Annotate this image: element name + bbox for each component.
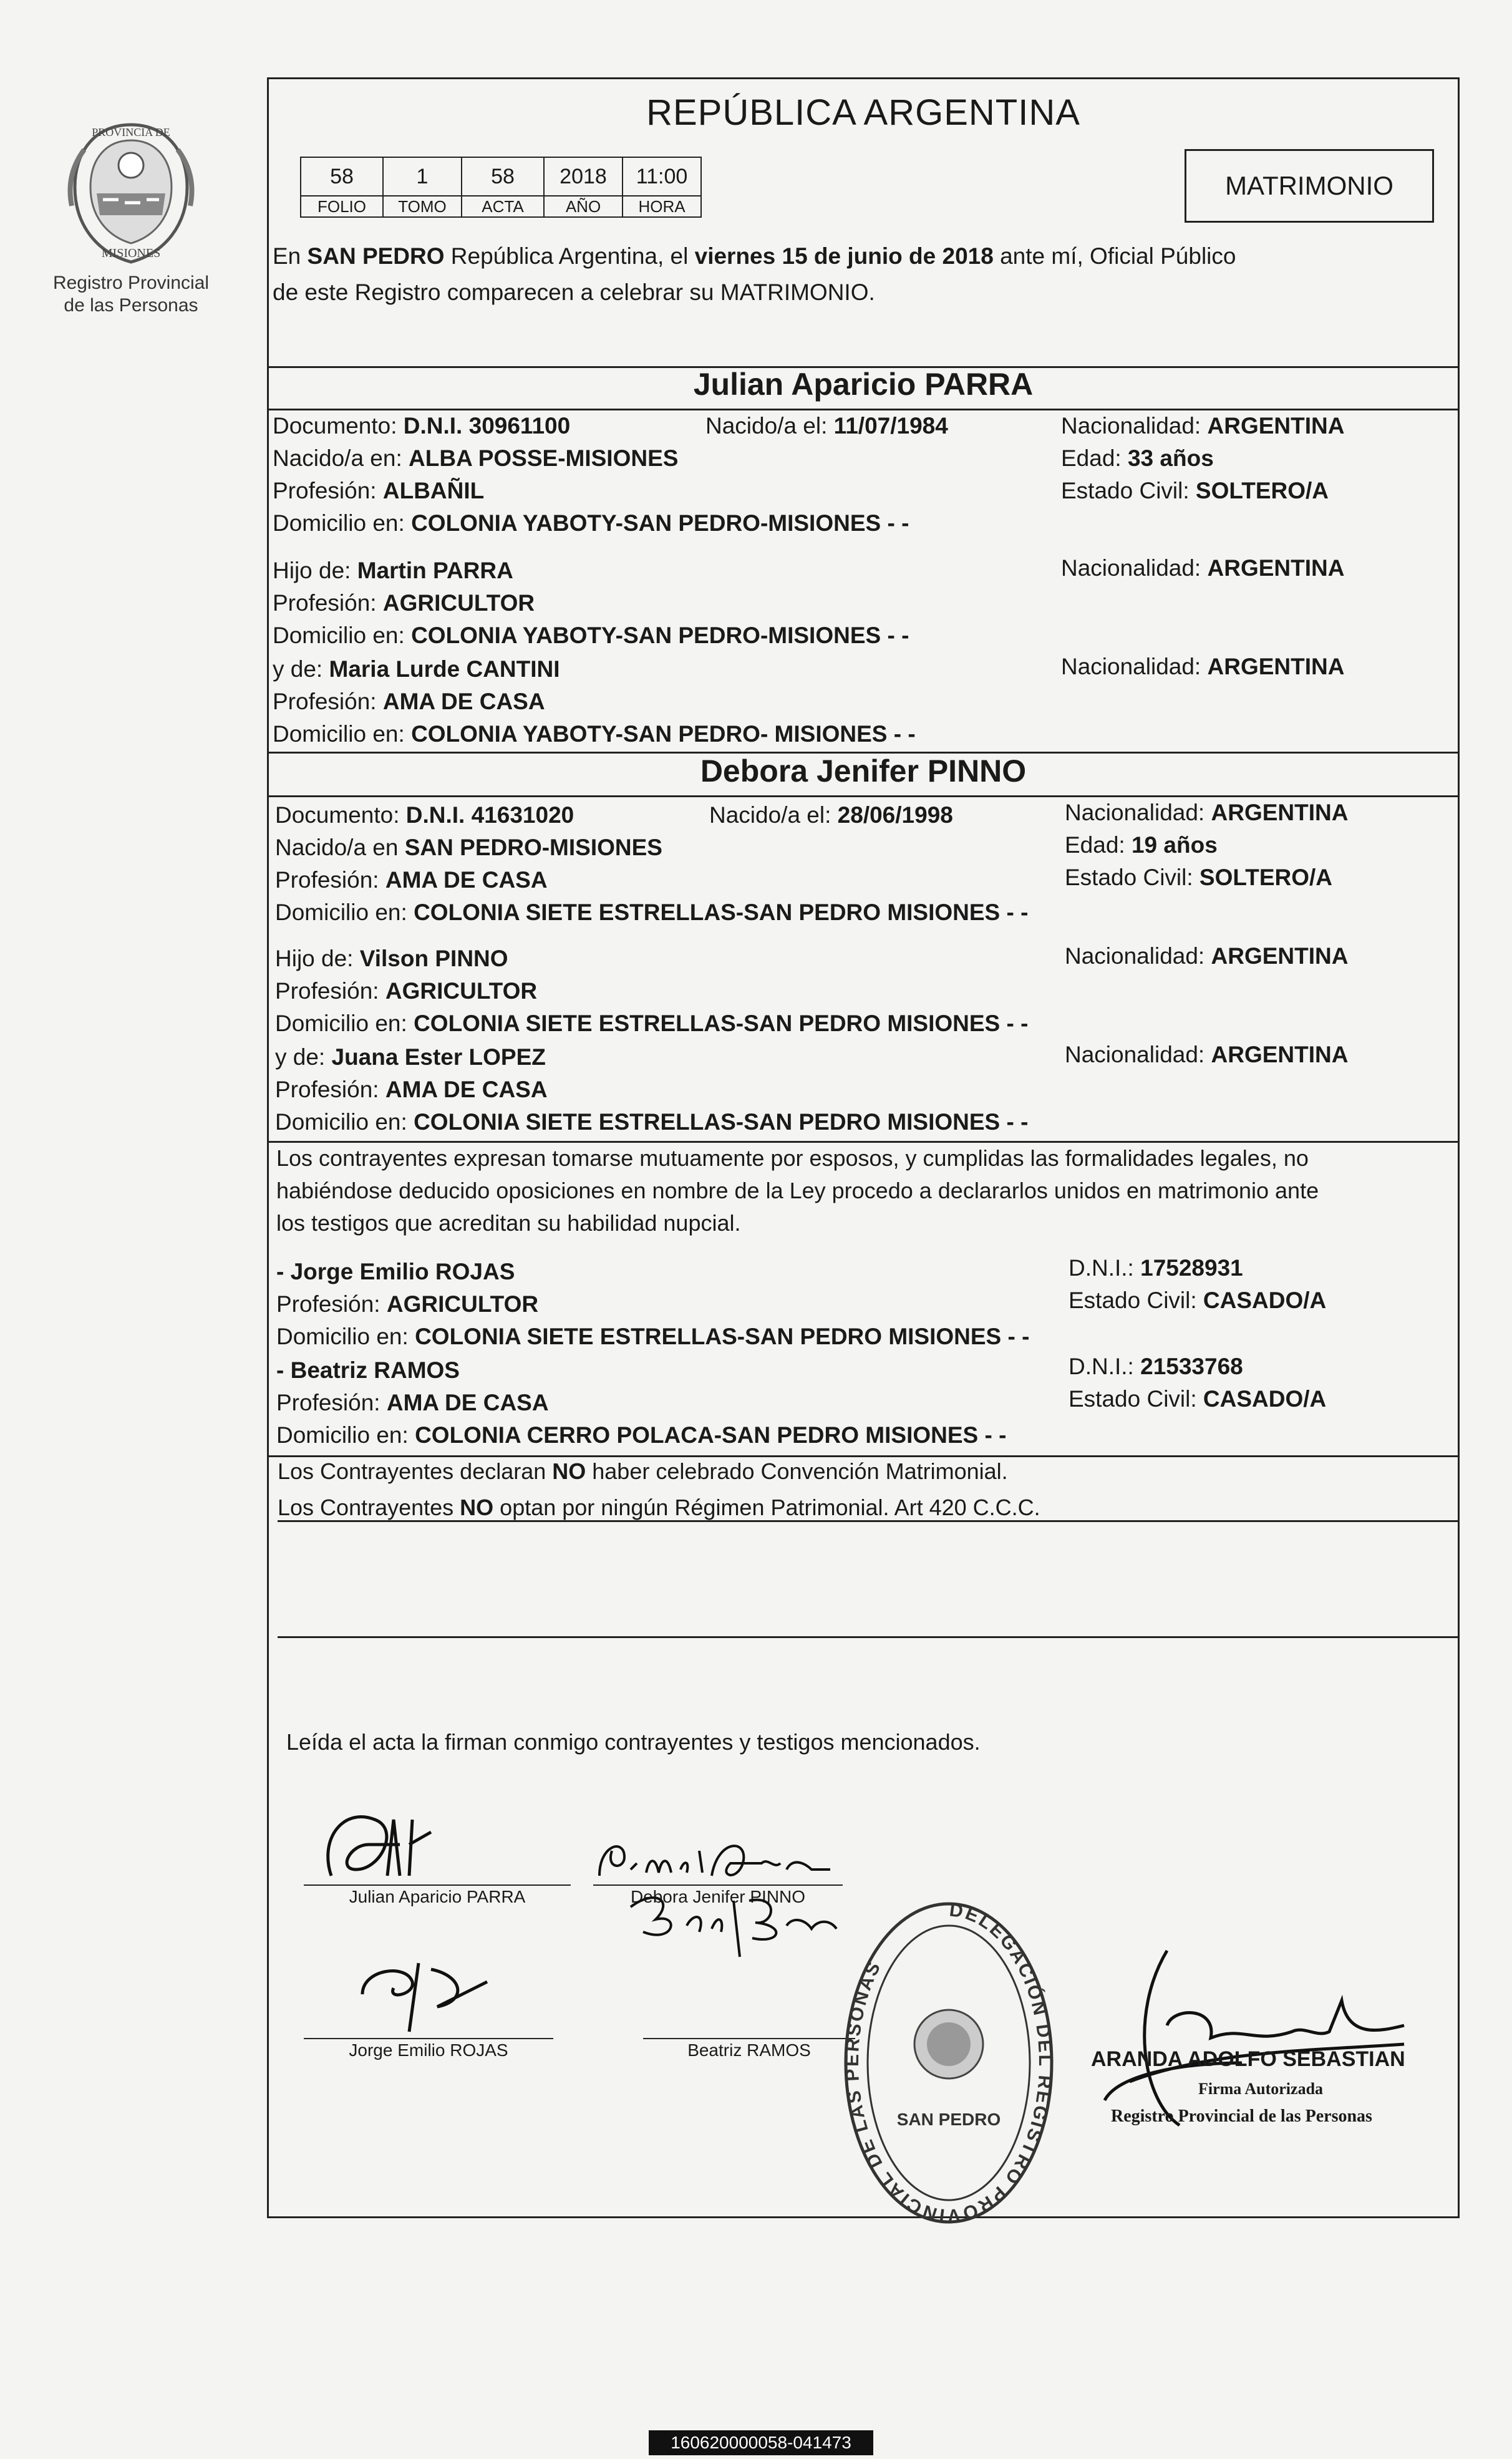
groom-signature-line: [304, 1884, 571, 1886]
seal-text-bottom: MISIONES: [101, 246, 161, 260]
groom-father-profession: Profesión: AGRICULTOR: [273, 590, 535, 616]
declaration-line-2: habiéndose deducido oposiciones en nombre de la Ley procedo a declararlos unidos en matrimonio ante: [276, 1178, 1319, 1203]
groom-mother-profession: Profesión: AMA DE CASA: [273, 689, 545, 714]
folio-value: 58: [301, 157, 383, 196]
groom-father-nationality: Nacionalidad: ARGENTINA: [1061, 555, 1345, 581]
registry-stamp-icon: [830, 1888, 1067, 2225]
bride-father-nationality: Nacionalidad: ARGENTINA: [1065, 943, 1349, 969]
bride-signature-label: Debora Jenifer PINNO: [630, 1887, 806, 1906]
reference-table: [300, 157, 702, 218]
intro-line-1: En SAN PEDRO República Argentina, el viernes 15 de junio de 2018 ante mí, Oficial Público: [273, 243, 1236, 269]
groom-birthplace: Nacido/a en: ALBA POSSE-MISIONES: [273, 445, 679, 471]
groom-document: Documento: D.N.I. 30961100: [273, 413, 571, 439]
seal-text-top: PROVINCIA DE: [92, 126, 170, 138]
convention-line-1: Los Contrayentes declaran NO haber celebrado Convención Matrimonial.: [278, 1458, 1008, 1484]
acta-label: ACTA: [462, 196, 544, 217]
bride-born: Nacido/a el: 28/06/1998: [709, 802, 953, 828]
groom-address: Domicilio en: COLONIA YABOTY-SAN PEDRO-MISIONES - -: [273, 510, 909, 536]
closing-text: Leída el acta la firman conmigo contrayentes y testigos mencionados.: [286, 1729, 981, 1755]
witness-2-dni: D.N.I.: 21533768: [1069, 1354, 1243, 1379]
bride-age: Edad: 19 años: [1065, 832, 1218, 858]
divider: [278, 1636, 1458, 1638]
witness-2-civil: Estado Civil: CASADO/A: [1069, 1386, 1327, 1412]
witness-2-signature-label: Beatriz RAMOS: [687, 2040, 811, 2060]
groom-father-address: Domicilio en: COLONIA YABOTY-SAN PEDRO-MISIONES - -: [273, 623, 909, 648]
bride-nationality: Nacionalidad: ARGENTINA: [1065, 800, 1349, 825]
stamp-ring-text: DELEGACIÓN DEL REGISTRO PROVINCIAL DE LAS PERSONAS: [841, 1899, 1056, 2225]
witness-2-address: Domicilio en: COLONIA CERRO POLACA-SAN PEDRO MISIONES - -: [276, 1422, 1007, 1448]
bride-address: Domicilio en: COLONIA SIETE ESTRELLAS-SAN PEDRO MISIONES - -: [275, 900, 1029, 925]
groom-born: Nacido/a el: 11/07/1984: [705, 413, 948, 439]
tomo-value: 1: [383, 157, 462, 196]
groom-father: Hijo de: Martin PARRA: [273, 558, 513, 583]
witness-1-signature-label: Jorge Emilio ROJAS: [349, 2040, 508, 2060]
bride-father-profession: Profesión: AGRICULTOR: [275, 978, 538, 1004]
official-org: Registro Provincial de las Personas: [1111, 2107, 1372, 2126]
declaration-line-1: Los contrayentes expresan tomarse mutuamente por esposos, y cumplidas las formalidades legales, no: [276, 1145, 1309, 1171]
groom-mother-nationality: Nacionalidad: ARGENTINA: [1061, 654, 1345, 679]
witness-1-dni: D.N.I.: 17528931: [1069, 1255, 1243, 1281]
groom-mother-address: Domicilio en: COLONIA YABOTY-SAN PEDRO- MISIONES - -: [273, 721, 916, 747]
ano-value: 2018: [544, 157, 623, 196]
acta-value: 58: [462, 157, 544, 196]
convention-line-2: Los Contrayentes NO optan por ningún Régimen Patrimonial. Art 420 C.C.C.: [278, 1495, 1040, 1520]
hora-label: HORA: [623, 196, 701, 217]
witness-2-signature-icon: [618, 1876, 855, 1969]
witness-1-civil: Estado Civil: CASADO/A: [1069, 1288, 1327, 1313]
bride-document: Documento: D.N.I. 41631020: [275, 802, 574, 828]
bride-mother-nationality: Nacionalidad: ARGENTINA: [1065, 1042, 1349, 1067]
record-type-box: MATRIMONIO: [1185, 149, 1434, 223]
stamp-inner-text: SAN PEDRO: [896, 2110, 1001, 2129]
bride-name: Debora Jenifer PINNO: [700, 754, 1027, 788]
witness-2-profession: Profesión: AMA DE CASA: [276, 1390, 549, 1415]
bride-birthplace: Nacido/a en SAN PEDRO-MISIONES: [275, 835, 662, 860]
registry-logo: [37, 112, 225, 317]
bride-profession: Profesión: AMA DE CASA: [275, 867, 548, 893]
witness-2-name: - Beatriz RAMOS: [276, 1357, 460, 1383]
bride-father: Hijo de: Vilson PINNO: [275, 946, 508, 971]
witness-1-address: Domicilio en: COLONIA SIETE ESTRELLAS-SAN PEDRO MISIONES - -: [276, 1324, 1030, 1349]
witness-1-signature-line: [304, 2038, 553, 2039]
country-title: REPÚBLICA ARGENTINA: [646, 92, 1080, 133]
certificate-frame: [267, 77, 1460, 2225]
bride-father-address: Domicilio en: COLONIA SIETE ESTRELLAS-SAN PEDRO MISIONES - -: [275, 1011, 1029, 1036]
witness-2-signature-line: [643, 2038, 855, 2039]
groom-civil-status: Estado Civil: SOLTERO/A: [1061, 478, 1329, 503]
witness-1-signature-icon: [337, 1944, 537, 2038]
witness-1-profession: Profesión: AGRICULTOR: [276, 1291, 539, 1317]
bride-civil-status: Estado Civil: SOLTERO/A: [1065, 865, 1333, 890]
groom-name: Julian Aparicio PARRA: [693, 367, 1034, 402]
bride-mother-address: Domicilio en: COLONIA SIETE ESTRELLAS-SAN PEDRO MISIONES - -: [275, 1109, 1029, 1135]
witness-1-name: - Jorge Emilio ROJAS: [276, 1259, 515, 1284]
groom-mother: y de: Maria Lurde CANTINI: [273, 656, 560, 682]
official-name: ARANDA ADOLFO SEBASTIAN: [1091, 2047, 1405, 2071]
hora-value: 11:00: [623, 157, 701, 196]
intro-line-2: de este Registro comparecen a celebrar su MATRIMONIO.: [273, 279, 875, 305]
tomo-label: TOMO: [383, 196, 462, 217]
groom-signature-label: Julian Aparicio PARRA: [349, 1887, 526, 1906]
groom-age: Edad: 33 años: [1061, 445, 1214, 471]
bride-mother-profession: Profesión: AMA DE CASA: [275, 1077, 548, 1102]
footer-code: 160620000058-041473: [649, 2430, 873, 2455]
groom-nationality: Nacionalidad: ARGENTINA: [1061, 413, 1345, 439]
logo-caption: Registro Provincial de las Personas: [52, 273, 210, 316]
misiones-seal-icon: [59, 112, 203, 268]
declaration-line-3: los testigos que acreditan su habilidad nupcial.: [276, 1210, 741, 1236]
folio-label: FOLIO: [301, 196, 383, 217]
divider: [278, 1520, 1458, 1522]
groom-profession: Profesión: ALBAÑIL: [273, 478, 485, 503]
ano-label: AÑO: [544, 196, 623, 217]
bride-mother: y de: Juana Ester LOPEZ: [275, 1044, 546, 1070]
official-title: Firma Autorizada: [1198, 2080, 1324, 2098]
